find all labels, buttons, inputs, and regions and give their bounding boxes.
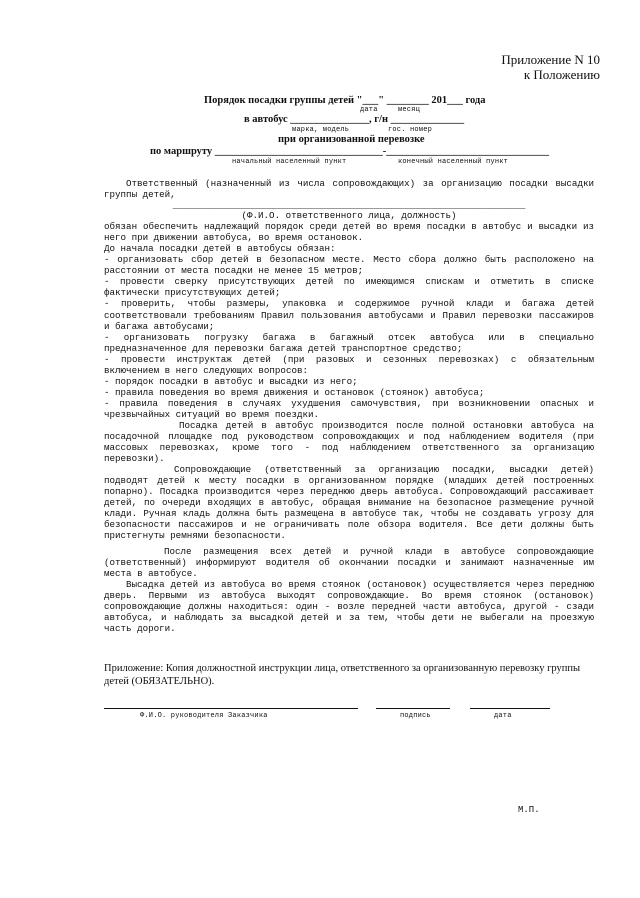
briefing-boarding: - порядок посадки в автобус и высадки из него; xyxy=(104,375,358,387)
date-line xyxy=(470,708,550,709)
appendix-number: Приложение N 10 xyxy=(501,52,600,67)
duty-load-luggage: - организовать погрузку багажа в багажный отсек автобуса или в специально предназначенное для перевозки багажа детей транспортное средство; xyxy=(104,331,594,354)
manager-name-line xyxy=(104,708,358,709)
responsible-caption: (Ф.И.О. ответственного лица, должность) xyxy=(241,210,457,222)
manager-name-caption: Ф.И.О. руководителя Заказчика xyxy=(140,712,268,720)
start-point-caption: начальный населенный пункт xyxy=(232,158,347,166)
organized-transport-title: при организованной перевозке xyxy=(278,134,425,145)
disembark-paragraph: Высадка детей из автобуса во время стоянок (остановок) осуществляется через переднюю дверь. Первыми из автобуса выходят сопровождающие. Во время стоянок (остановок) сопровождающие должны находиться: один - возле передней части автобуса, другой - сзади автобуса, и наблюдать за высадкой детей и за тем, чтобы дети не выбегали на проезжую часть дороги. xyxy=(104,578,594,634)
duty-gather: - организовать сбор детей в безопасном месте. Место сбора должно быть расположено на расстоянии от места посадки не менее 15 метров; xyxy=(104,254,594,277)
responsible-paragraph: Ответственный (назначенный из числа сопровождающих) за организацию посадки высадки группы детей, xyxy=(104,178,594,201)
brand-caption: марка, модель xyxy=(292,126,350,134)
before-boarding-heading: До начала посадки детей в автобусы обязан: xyxy=(104,243,336,255)
bus-line: в автобус _______________, г/н ______________ xyxy=(244,114,465,125)
duty-briefing: - провести инструктаж детей (при разовых и сезонных перевозках) с обязательным включением в него следующих вопросов: xyxy=(104,353,594,376)
attachment-note: Приложение: Копия должностной инструкции лица, ответственного за организованную перевозку группы детей (ОБЯЗАТЕЛЬНО). xyxy=(104,663,581,687)
duty-check-list: - провести сверку присутствующих детей по имеющимся спискам и отметить в списке фактически присутствующих детей; xyxy=(104,276,594,299)
route-line: по маршруту ________________________________-_______________________________ xyxy=(150,146,550,157)
boarding-paragraph: Посадка детей в автобус производится после полной остановки автобуса на посадочной площадке под руководством сопровождающих и под наблюдением водителя (при массовых перевозках, кроме того - под наблюдением ответственного за организацию перевозки). xyxy=(104,419,594,465)
duty-check-luggage: - проверить, чтобы размеры, упаковка и содержимое ручной клади и багажа детей соответствовали требованиям Правил пользования автобусами и Правил перевозки пассажиров и багажа автобусами; xyxy=(104,298,594,332)
escort-paragraph: Сопровождающие (ответственный за организацию посадки, высадки детей) подводят детей к месту посадки в организованном порядке (младших детей построенных попарно). Посадка производится через переднюю дверь автобуса. Сопровождающий рассаживает детей, по очереди входящих в автобус, обращая внимание на безопасное размещение ручной клади. Ручная кладь должна быть размещена в автобусе так, чтобы не создавать угрозу для безопасности пассажиров и не ограничивать поле обзора водителя. Все дети должны быть пристегнуты ремнями безопасности. xyxy=(104,464,594,542)
signature-caption: подпись xyxy=(400,712,431,720)
duty-paragraph: обязан обеспечить надлежащий порядок среди детей во время посадки в автобус и высадки из него при движении автобуса, во время остановок. xyxy=(104,221,594,244)
end-point-caption: конечный населенный пункт xyxy=(398,158,509,166)
briefing-emergency: - правила поведения в случаях ухудшения самочувствия, при возникновении опасных и чрезвычайных ситуаций во время поездки. xyxy=(104,397,594,420)
after-boarding-paragraph: После размещения всех детей и ручной клади в автобусе сопровождающие (ответственный) информируют водителя об окончании посадки и занимают назначенные им места в автобусе. xyxy=(104,545,594,579)
stamp-place: М.П. xyxy=(518,805,540,815)
document-body xyxy=(104,178,594,634)
signature-line xyxy=(376,708,450,709)
appendix-reference: к Положению xyxy=(523,67,600,82)
briefing-movement: - правила поведения во время движения и остановок (стоянок) автобуса; xyxy=(104,386,485,398)
order-title: Порядок посадки группы детей "___" ________ 201___ года xyxy=(204,95,486,106)
date-caption-bottom: дата xyxy=(494,712,512,720)
responsible-blank-line: ________________________________________________________________ xyxy=(172,200,526,212)
plate-caption: гос. номер xyxy=(388,126,433,134)
date-caption: дата xyxy=(360,106,378,114)
month-caption: месяц xyxy=(398,106,421,114)
